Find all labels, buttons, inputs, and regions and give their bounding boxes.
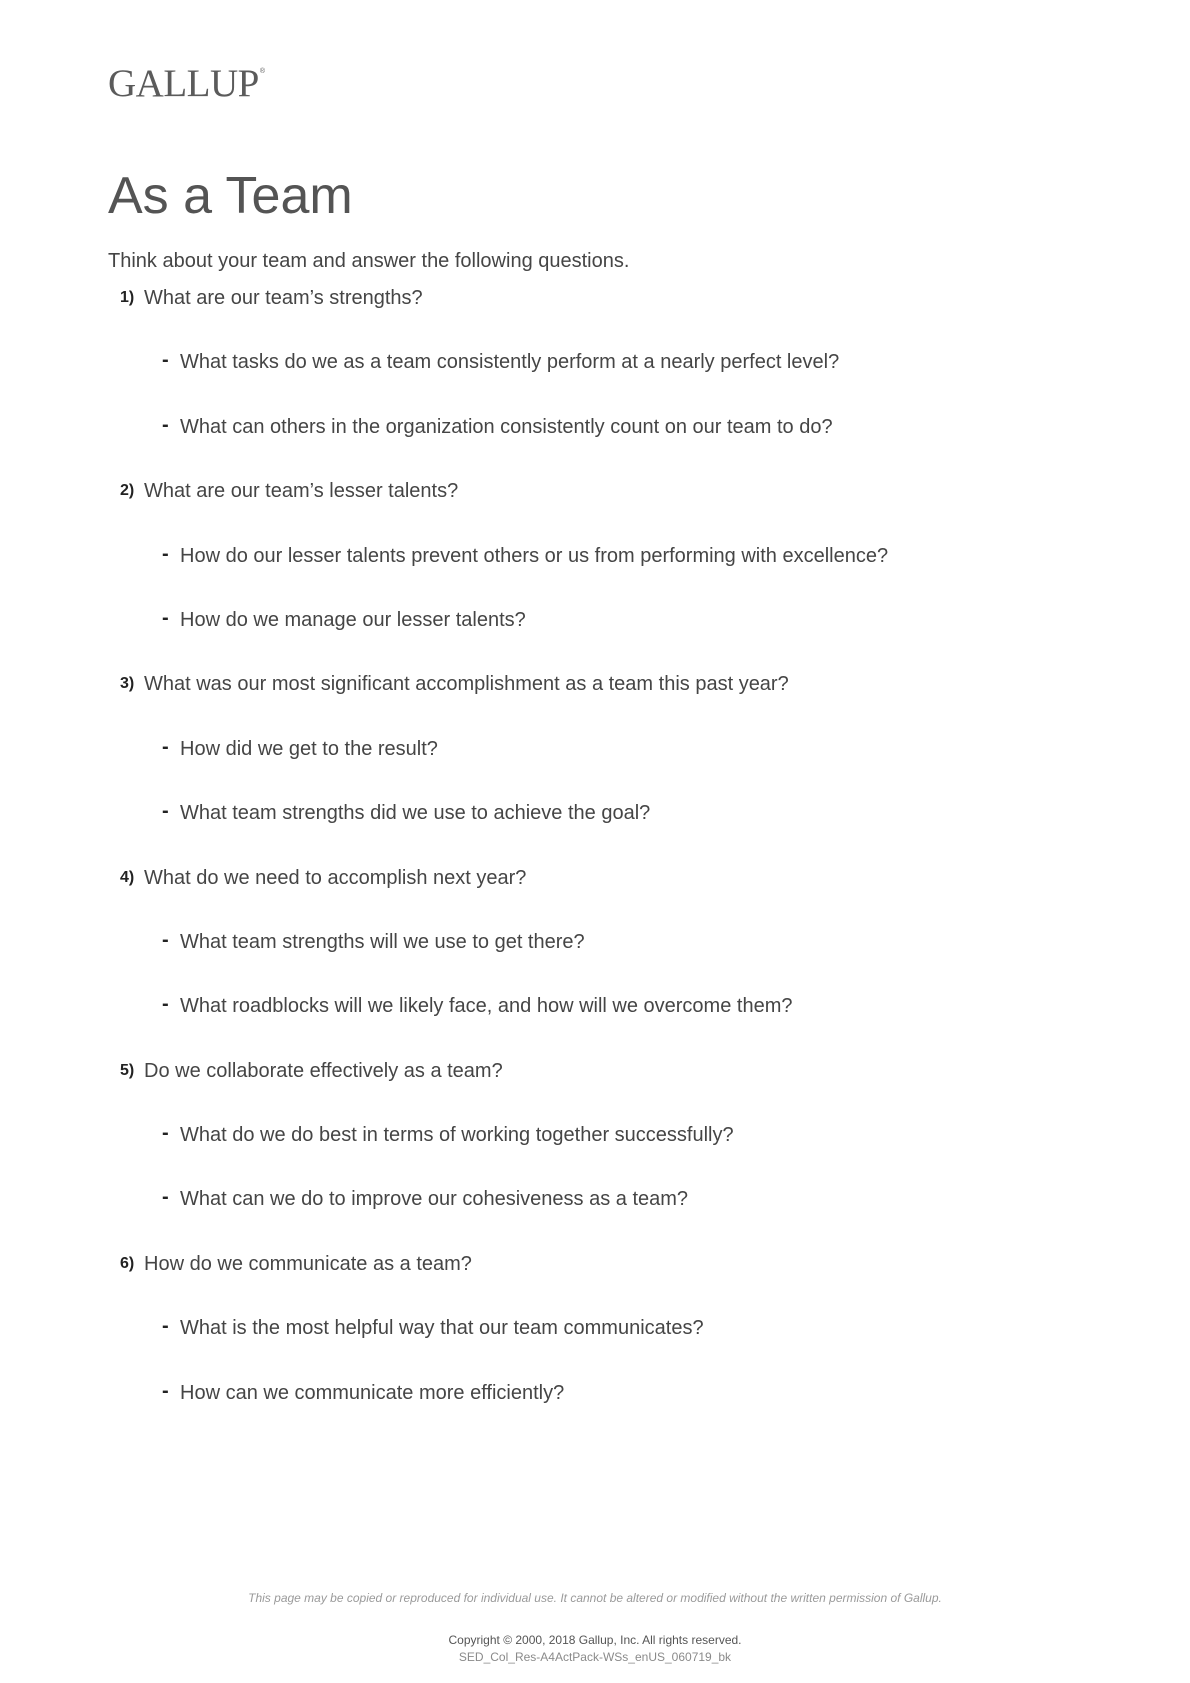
sub-question (108, 731, 1088, 795)
dash-bullet: - (162, 1122, 169, 1145)
sub-question-text: What do we do best in terms of working together successfully? (180, 1124, 734, 1147)
dash-bullet: - (162, 606, 169, 629)
question-4 (108, 860, 1088, 924)
question-text: What do we need to accomplish next year? (144, 866, 527, 889)
sub-question (108, 1181, 1088, 1245)
sub-question (108, 988, 1088, 1052)
gallup-logo (108, 64, 265, 103)
question-text: Do we collaborate effectively as a team? (144, 1059, 503, 1082)
question-text: What are our team’s lesser talents? (144, 480, 459, 503)
sub-question (108, 538, 1088, 602)
dash-bullet: - (162, 800, 169, 823)
sub-question (108, 1375, 1088, 1439)
sub-question-text: What team strengths will we use to get there? (180, 930, 585, 953)
sub-question (108, 409, 1088, 473)
question-5 (108, 1053, 1088, 1117)
question-list (108, 280, 1088, 1439)
question-number: 4) (120, 868, 135, 886)
dash-bullet: - (162, 993, 169, 1016)
page-title: As a Team (108, 167, 353, 225)
dash-bullet: - (162, 349, 169, 372)
sub-question-text: How did we get to the result? (180, 737, 438, 760)
sub-question-text: How do our lesser talents prevent others or us from performing with excellence? (180, 544, 889, 567)
sub-question-text: How do we manage our lesser talents? (180, 608, 526, 631)
sub-question-text: What is the most helpful way that our team communicates? (180, 1317, 704, 1340)
sub-question (108, 924, 1088, 988)
logo-text: GALLUP (108, 62, 259, 105)
sub-question-text: What team strengths did we use to achieve the goal? (180, 802, 651, 825)
sub-question-text: How can we communicate more efficiently? (180, 1381, 565, 1404)
question-6 (108, 1246, 1088, 1310)
question-number: 5) (120, 1061, 135, 1079)
dash-bullet: - (162, 1379, 169, 1402)
question-text: What was our most significant accomplishment as a team this past year? (144, 673, 789, 696)
dash-bullet: - (162, 1186, 169, 1209)
intro-text: Think about your team and answer the following questions. (108, 250, 630, 272)
sub-question-text: What roadblocks will we likely face, and how will we overcome them? (180, 995, 793, 1018)
sub-question-text: What can others in the organization consistently count on our team to do? (180, 415, 833, 438)
question-number: 1) (120, 289, 135, 306)
copyright-text: Copyright © 2000, 2018 Gallup, Inc. All rights reserved. (448, 1633, 742, 1647)
dash-bullet: - (162, 413, 169, 436)
question-number: 3) (120, 675, 135, 693)
dash-bullet: - (162, 542, 169, 565)
question-2 (108, 473, 1088, 537)
sub-question (108, 602, 1088, 666)
sub-question-text: What can we do to improve our cohesiveness as a team? (180, 1188, 689, 1211)
question-text: How do we communicate as a team? (144, 1252, 472, 1275)
question-text: What are our team’s strengths? (144, 287, 423, 309)
sub-question-text: What tasks do we as a team consistently perform at a nearly perfect level? (180, 351, 840, 374)
dash-bullet: - (162, 735, 169, 758)
question-number: 2) (120, 482, 135, 500)
dash-bullet: - (162, 928, 169, 951)
reproduction-notice: This page may be copied or reproduced for individual use. It cannot be altered or modified without the written permission of Gallup. (248, 1591, 942, 1605)
registered-mark: ® (259, 68, 265, 75)
sub-question (108, 795, 1088, 859)
question-number: 6) (120, 1254, 135, 1272)
sub-question (108, 344, 1088, 408)
question-3 (108, 666, 1088, 730)
dash-bullet: - (162, 1315, 169, 1338)
sub-question (108, 1310, 1088, 1374)
question-1 (108, 280, 1088, 344)
document-id: SED_Col_Res-A4ActPack-WSs_enUS_060719_bk (458, 1650, 732, 1664)
sub-question (108, 1117, 1088, 1181)
